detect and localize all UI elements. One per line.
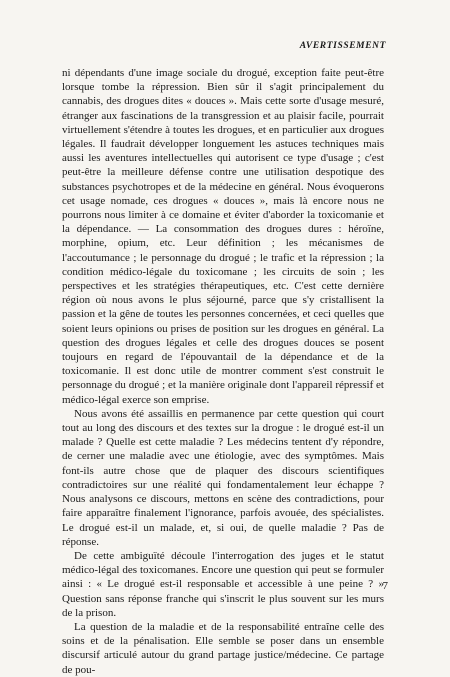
page-number: 7 xyxy=(382,580,388,592)
paragraph-1: ni dépendants d'une image sociale du drogué, exception faite peut-être lorsque tombe la répression. Bien sûr il s'agit principalement du cannabis, des drogues dites « douces ». Mais cette sorte d'usage mesuré, étranger aux fascinations de la transgression et au plaisir facile, pourrait virtuellement s'étendre à toutes les drogues, et en particulier aux drogues légales. Il faudrait développer longuement les astuces techniques mais aussi les aventures intellectuelles qui autorisent ce type d'usage ; c'est peut-être la meilleure défense contre une utilisation despotique des substances psychotropes et de la médecine en général. Nous évoquerons cet usage nomade, ces drogues « douces », mais là encore nous ne pourrons nous limiter à ce domaine et éviter d'aborder la toxicomanie et la dépendance. — La consommation des drogues dures : héroïne, morphine, opium, etc. Leur définition ; les mécanismes de l'accoutumance ; le personnage du drogué ; le trafic et la répression ; la condition médico-légale du toxicomane ; les circuits de soin ; les perspectives et les stratégies thérapeutiques, etc. C'est cette dernière région où nous avons le plus séjourné, parce que s'y cristallisent la passion et la gêne de toutes les personnes concernées, et ceci quelles que soient leurs opinions ou prises de position sur les drogues en général. La question des drogues légales et celle des drogues douces se posent toujours en regard de l'épouvantail de la dépendance et de la toxicomanie. Il est donc utile de montrer comment s'est construit le personnage du drogué ; et la manière originale dont l'appareil répressif et médico-légal exerce son emprise. xyxy=(62,67,384,406)
paragraph-4: La question de la maladie et de la responsabilité entraîne celle des soins et de la pénalisation. Elle semble se poser dans un ensemble discursif articulé autour du grand partage justice/médecine. Ce partage de pou- xyxy=(62,620,384,676)
paragraph-2: Nous avons été assaillis en permanence par cette question qui court tout au long des discours et des textes sur la drogue : le drogué est-il un malade ? Quelle est cette maladie ? Les médecins tentent d'y répondre, de cerner une maladie avec une étiologie, avec des symptômes. Mais font-ils autre chose que de plaquer des discours scientifiques contradictoires sur une réalité qui fondamentalement leur échappe ? Nous analysons ce discours, mettons en scène des contradictions, pour faire apparaître finalement l'ignorance, parfois avouée, des spécialistes. Le drogué est-il un malade, et, si oui, de quelle maladie ? Pas de réponse. xyxy=(62,407,384,548)
body-text xyxy=(62,66,384,677)
paragraph-3: De cette ambiguïté découle l'interrogation des juges et le statut médico-légal des toxicomanes. Encore une question qui peut se formuler ainsi : « Le drogué est-il responsable et accessible à une peine ? » Question sans réponse franche qui s'inscrit le plus souvent sur les murs de la prison. xyxy=(62,549,384,619)
running-head: AVERTISSEMENT xyxy=(299,41,386,51)
